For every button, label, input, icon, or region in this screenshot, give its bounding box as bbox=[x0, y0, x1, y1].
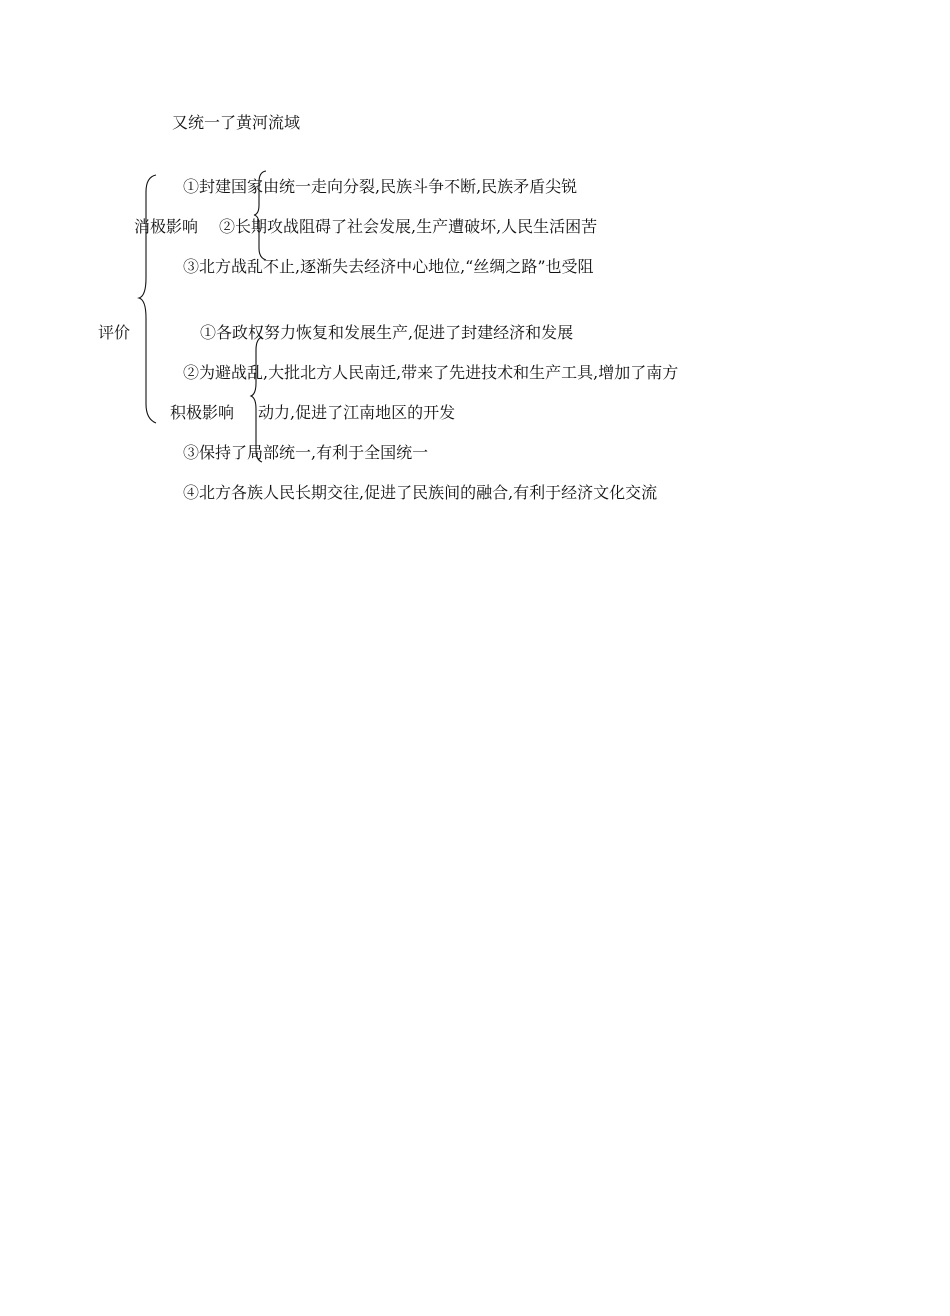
negative-item: ③北方战乱不止,逐渐失去经济中心地位,“丝绸之路”也受阻 bbox=[183, 257, 594, 276]
evaluation-label: 评价 bbox=[98, 323, 131, 342]
positive-label: 积极影响 bbox=[170, 403, 235, 422]
positive-item: ①各政权努力恢复和发展生产,促进了封建经济和发展 bbox=[200, 323, 574, 342]
negative-item: ①封建国家由统一走向分裂,民族斗争不断,民族矛盾尖锐 bbox=[183, 177, 578, 196]
negative-item: ②长期攻战阻碍了社会发展,生产遭破坏,人民生活困苦 bbox=[219, 217, 598, 236]
positive-item-continuation: 动力,促进了江南地区的开发 bbox=[258, 403, 456, 422]
continuation-line: 又统一了黄河流域 bbox=[172, 113, 301, 132]
positive-item: ③保持了局部统一,有利于全国统一 bbox=[183, 443, 429, 462]
negative-label: 消极影响 bbox=[134, 217, 199, 236]
positive-item: ④北方各族人民长期交往,促进了民族间的融合,有利于经济文化交流 bbox=[183, 483, 658, 502]
positive-item: ②为避战乱,大批北方人民南迁,带来了先进技术和生产工具,增加了南方 bbox=[183, 363, 679, 382]
